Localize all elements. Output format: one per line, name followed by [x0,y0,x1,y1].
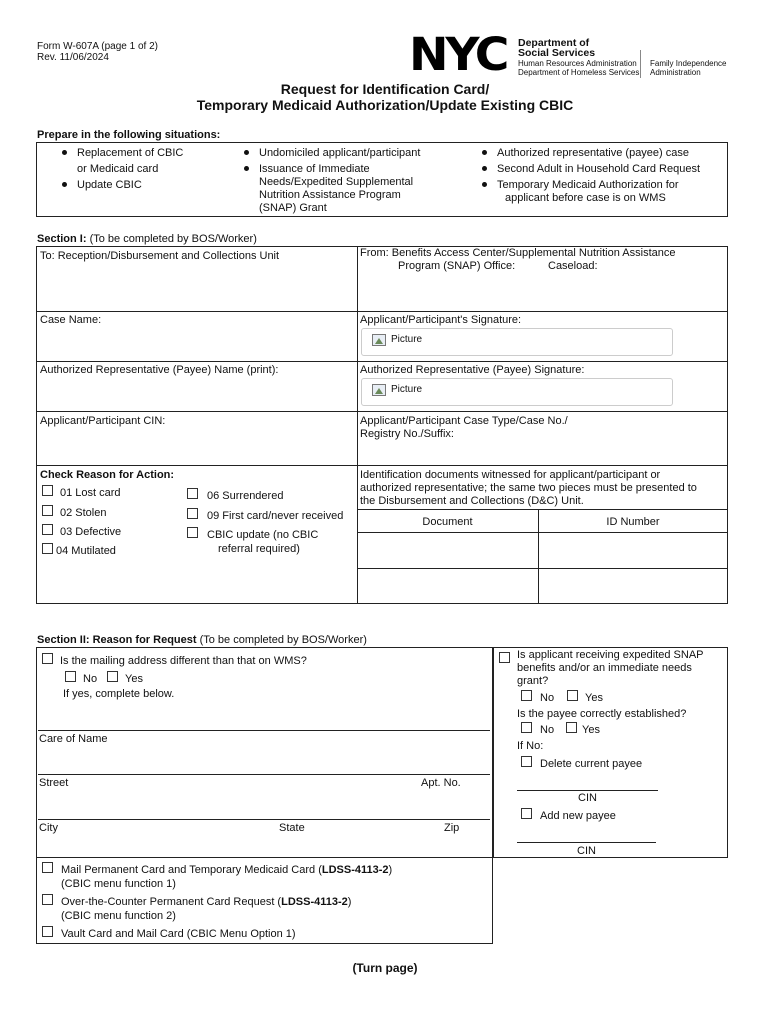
snap-no-checkbox[interactable] [521,690,532,701]
reason-checkbox-lost[interactable] [42,485,53,496]
dept-line2: Social Services [518,47,596,59]
picture-label: Picture [391,384,423,395]
caseload-label: Caseload: [548,260,598,272]
case-type-label-cont: Registry No./Suffix: [360,428,454,440]
yes-label: Yes [125,673,143,685]
section2-heading: Section II: Reason for Request (To be completed by BOS/Worker) [37,634,367,646]
revision-date: Rev. 11/06/2024 [37,52,109,63]
mail-permanent-card-checkbox[interactable] [42,862,53,873]
prepare-item: or Medicaid card [77,163,159,175]
mailing-yes-checkbox[interactable] [107,671,118,682]
prepare-item: Temporary Medicaid Authorization for [497,179,679,191]
agency-hra: Human Resources Administration [518,59,637,68]
reason-checkbox-stolen[interactable] [42,505,53,516]
reason-label: 04 Mutilated [56,545,116,557]
nyc-logo-text: NYC [409,28,507,81]
yes-label: Yes [585,692,603,704]
over-the-counter-sub: (CBIC menu function 2) [61,910,176,922]
add-payee-checkbox[interactable] [521,808,532,819]
snap-question-cont: grant? [517,675,549,687]
city-label: City [39,822,58,834]
prepare-item: Needs/Expedited Supplemental [259,176,414,188]
care-of-label: Care of Name [39,733,108,745]
applicant-signature-label: Applicant/Participant's Signature: [360,314,522,326]
reason-label: 02 Stolen [60,507,107,519]
reason-label: 01 Lost card [60,487,121,499]
section2-left-box [36,647,493,858]
document-field-2[interactable] [358,569,537,603]
no-label: No [83,673,98,685]
document-field-1[interactable] [358,533,537,567]
title-line1: Request for Identification Card/ [280,81,490,97]
fia-line1: Family Independence [650,59,727,68]
snap-yes-checkbox[interactable] [567,690,578,701]
picture-label: Picture [391,334,423,345]
agency-dhs: Department of Homeless Services [518,68,640,77]
zip-label: Zip [444,822,460,834]
add-payee-cin-field[interactable] [517,827,656,841]
payee-yes-checkbox[interactable] [566,722,577,733]
reason-checkbox-never-received[interactable] [187,508,198,519]
turn-page: (Turn page) [352,961,418,975]
mail-permanent-card-label: Mail Permanent Card and Temporary Medicaid Card (LDSS-4113-2) [61,864,393,876]
to-label: To: Reception/Disbursement and Collections Unit [40,250,280,262]
delete-payee-cin-field[interactable] [517,775,658,789]
payee-signature-picture[interactable] [361,378,673,406]
fia-line2: Administration [650,68,701,77]
over-the-counter-label: Over-the-Counter Permanent Card Request (LDSS-4113-2) [61,896,352,908]
reason-checkbox-surrendered[interactable] [187,488,198,499]
delete-payee-label: Delete current payee [540,758,643,770]
id-docs-text: the Disbursement and Collections (D&C) Unit. [360,495,584,507]
add-payee-label: Add new payee [540,810,616,822]
mailing-no-checkbox[interactable] [65,671,76,682]
reason-label: CBIC update (no CBIC [207,529,319,541]
snap-question-cont: benefits and/or an immediate needs [517,662,692,674]
payee-name-label: Authorized Representative (Payee) Name (print): [40,364,279,376]
from-label: From: Benefits Access Center/Supplemental Nutrition Assistance [360,247,676,259]
vault-card-checkbox[interactable] [42,926,53,937]
cin-caption: CIN [578,792,597,804]
prepare-item: Authorized representative (payee) case [497,147,689,159]
apt-label: Apt. No. [421,777,461,789]
care-of-field[interactable] [38,712,490,729]
no-label: No [540,692,555,704]
form-id: Form W-607A (page 1 of 2) [37,41,158,52]
reason-label-cont: referral required) [218,543,300,555]
picture-icon [372,384,386,396]
applicant-signature-picture[interactable] [361,328,673,356]
reason-label: 09 First card/never received [207,510,344,522]
mail-permanent-card-sub: (CBIC menu function 1) [61,878,176,890]
reason-heading: Check Reason for Action: [40,469,175,481]
picture-icon [372,334,386,346]
reason-checkbox-defective[interactable] [42,524,53,535]
prepare-heading: Prepare in the following situations: [37,129,221,141]
if-yes-text: If yes, complete below. [63,688,175,700]
prepare-item: Undomiciled applicant/participant [259,147,421,159]
title-line2: Temporary Medicaid Authorization/Update Existing CBIC [196,97,574,113]
case-type-label: Applicant/Participant Case Type/Case No./ [360,415,568,427]
reason-checkbox-mutilated[interactable] [42,543,53,554]
nyc-logo [409,28,513,81]
case-name-label: Case Name: [40,314,102,326]
prepare-item: Replacement of CBIC [77,147,184,159]
dept-line1: Department of [518,37,590,49]
mailing-address-checkbox[interactable] [42,653,53,664]
state-label: State [279,822,305,834]
prepare-item: Update CBIC [77,179,142,191]
prepare-item: Issuance of Immediate [259,163,370,175]
id-docs-text: Identification documents witnessed for applicant/participant or [360,469,661,481]
payee-signature-label: Authorized Representative (Payee) Signature: [360,364,585,376]
payee-question: Is the payee correctly established? [517,708,687,720]
cin-caption: CIN [577,845,596,857]
id-number-field-1[interactable] [539,533,727,567]
prepare-item: applicant before case is on WMS [505,192,666,204]
cin-label: Applicant/Participant CIN: [40,415,166,427]
payee-no-checkbox[interactable] [521,722,532,733]
reason-checkbox-cbic-update[interactable] [187,527,198,538]
id-number-column-header: ID Number [606,516,660,528]
delete-payee-checkbox[interactable] [521,756,532,767]
prepare-item: Second Adult in Household Card Request [497,163,701,175]
prepare-item: Nutrition Assistance Program [259,189,401,201]
snap-question: Is applicant receiving expedited SNAP [517,649,704,661]
yes-label: Yes [582,724,600,736]
document-column-header: Document [422,516,473,528]
street-label: Street [39,777,69,789]
reason-label: 03 Defective [60,526,122,538]
no-label: No [540,724,555,736]
reason-label: 06 Surrendered [207,490,284,502]
mailing-address-question: Is the mailing address different than that on WMS? [60,655,307,667]
id-number-field-2[interactable] [539,569,727,603]
street-field[interactable] [38,756,490,773]
id-docs-text: authorized representative; the same two pieces must be presented to [360,482,697,494]
from-label-cont: Program (SNAP) Office: [398,260,516,272]
prepare-item: (SNAP) Grant [259,202,327,214]
if-no-text: If No: [517,740,544,752]
vault-card-label: Vault Card and Mail Card (CBIC Menu Option 1) [61,928,296,940]
expedited-snap-checkbox[interactable] [499,652,510,663]
city-field[interactable] [38,801,490,818]
over-the-counter-checkbox[interactable] [42,894,53,905]
section1-heading: Section I: (To be completed by BOS/Worker) [37,233,257,245]
